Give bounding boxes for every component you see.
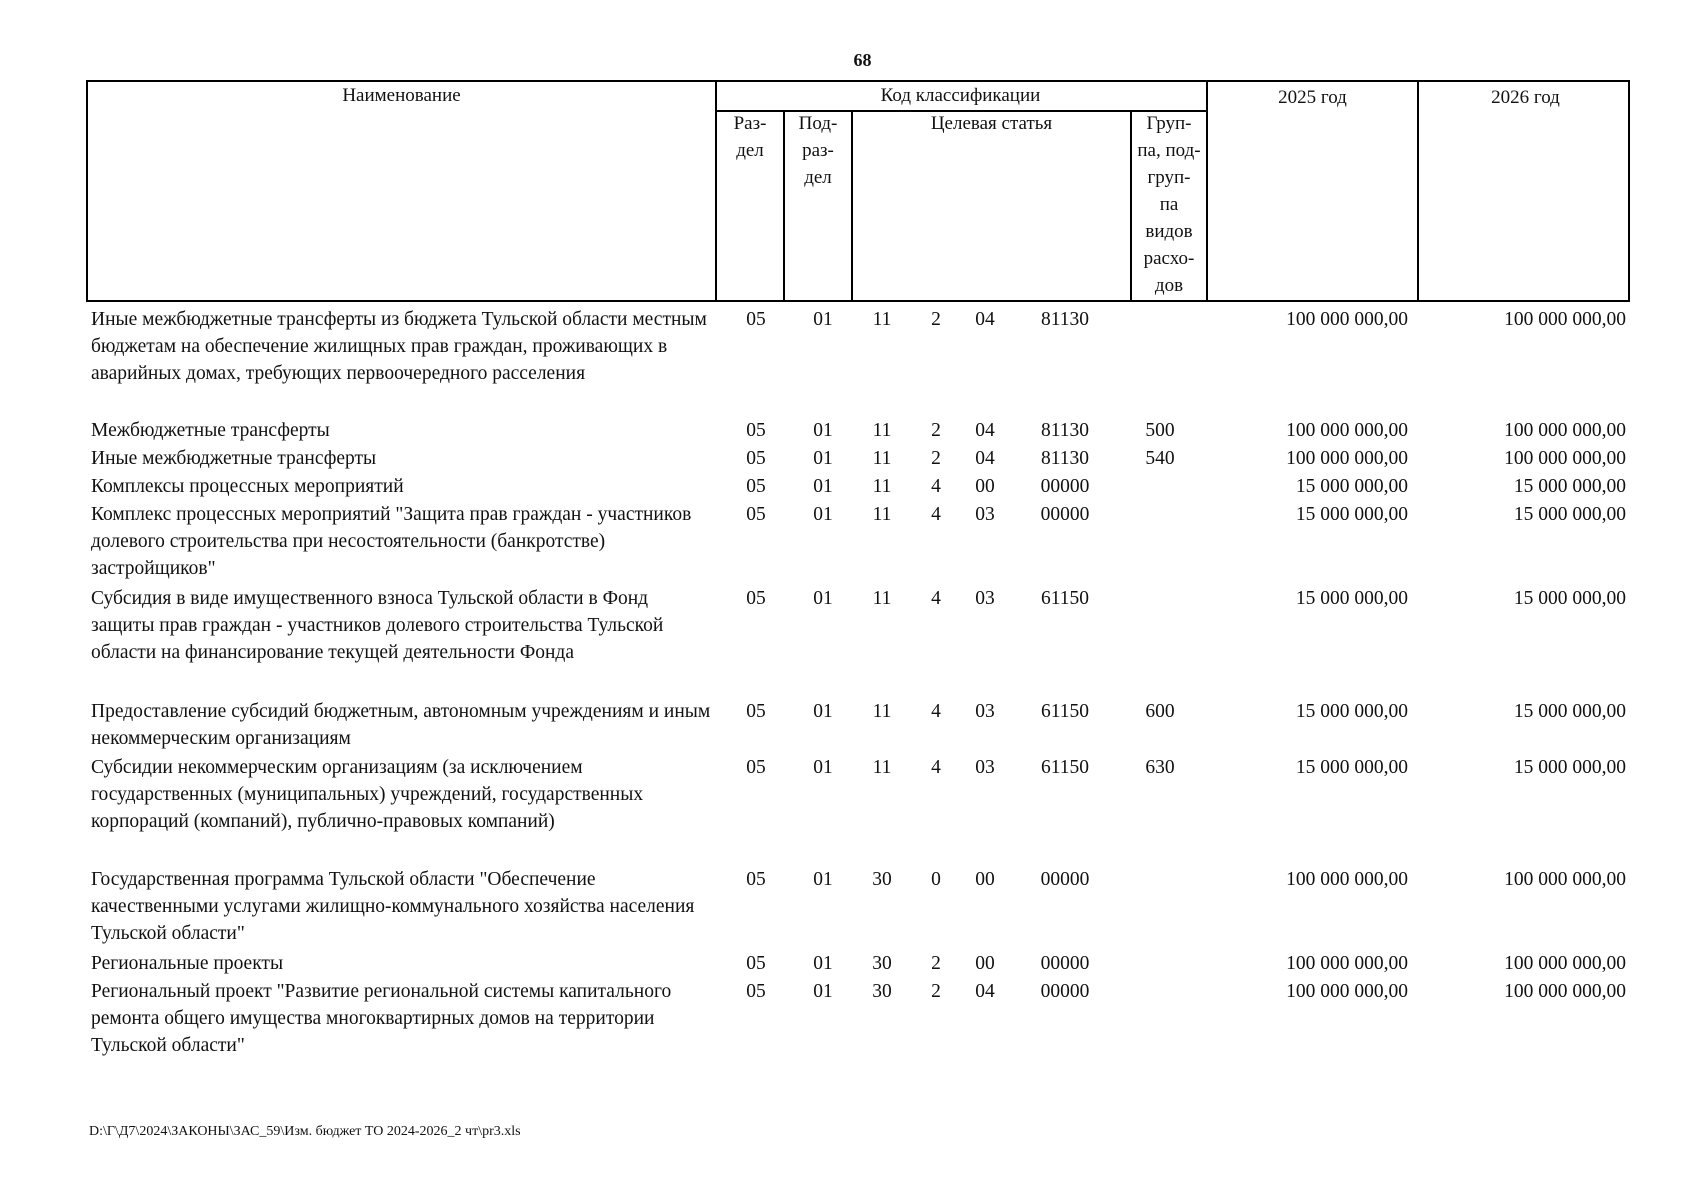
row-podrazdel: 01 <box>813 420 833 441</box>
row-podrazdel: 01 <box>813 757 833 778</box>
row-podrazdel: 01 <box>813 981 833 1002</box>
row-target-direction: 00000 <box>1040 869 1090 890</box>
row-target-direction: 81130 <box>1040 420 1090 441</box>
header-group: Груп- па, под- груп- па видов расхо- дов <box>1137 113 1201 296</box>
row-name: Субсидия в виде имущественного взноса Тульской области в Фонд защиты прав граждан - участников долевого строительства Тульской области на финансирование текущей деятельности Фонда <box>91 588 664 663</box>
row-target-direction: 61150 <box>1040 757 1090 778</box>
row-amount-2025: 15 000 000,00 <box>1295 588 1408 609</box>
header-code: Код классификации <box>880 85 1041 106</box>
row-razdel: 05 <box>746 869 766 890</box>
row-amount-2026: 15 000 000,00 <box>1513 504 1626 525</box>
row-amount-2026: 15 000 000,00 <box>1513 476 1626 497</box>
row-target-type: 4 <box>931 588 941 609</box>
row-name: Государственная программа Тульской области "Обеспечение качественными услугами жилищно-коммунального хозяйства населения Тульской области" <box>91 869 695 944</box>
row-group: 540 <box>1145 448 1175 469</box>
row-target-direction: 81130 <box>1040 309 1090 330</box>
row-podrazdel: 01 <box>813 504 833 525</box>
row-name: Иные межбюджетные трансферты из бюджета Тульской области местным бюджетам на обеспечение жилищных прав граждан, проживающих в аварийных домах, требующих первоочередного расселения <box>91 309 707 384</box>
row-razdel: 05 <box>746 953 766 974</box>
row-name: Предоставление субсидий бюджетным, автономным учреждениям и иным некоммерческим организациям <box>91 701 711 749</box>
header-2026: 2026 год <box>1491 87 1560 108</box>
row-target-direction: 00000 <box>1040 981 1090 1002</box>
row-target-element: 00 <box>975 953 995 974</box>
row-amount-2026: 100 000 000,00 <box>1504 420 1626 441</box>
row-amount-2025: 100 000 000,00 <box>1286 869 1408 890</box>
divider <box>1206 82 1208 300</box>
row-target-direction: 00000 <box>1040 953 1090 974</box>
row-amount-2025: 15 000 000,00 <box>1295 476 1408 497</box>
row-amount-2026: 15 000 000,00 <box>1513 588 1626 609</box>
row-target-program: 11 <box>872 504 892 525</box>
divider <box>1417 82 1419 300</box>
header-2025: 2025 год <box>1278 87 1347 108</box>
row-target-type: 2 <box>931 309 941 330</box>
file-path-footer: D:\Г\Д7\2024\ЗАКОНЫ\ЗАС_59\Изм. бюджет ТО 2024-2026_2 чт\pr3.xls <box>89 1124 521 1139</box>
row-razdel: 05 <box>746 448 766 469</box>
row-target-program: 11 <box>872 448 892 469</box>
row-target-element: 03 <box>975 757 995 778</box>
row-target-direction: 61150 <box>1040 588 1090 609</box>
row-target-program: 30 <box>872 953 892 974</box>
row-target-type: 4 <box>931 701 941 722</box>
row-razdel: 05 <box>746 420 766 441</box>
row-amount-2025: 100 000 000,00 <box>1286 309 1408 330</box>
row-target-program: 11 <box>872 309 892 330</box>
row-podrazdel: 01 <box>813 701 833 722</box>
row-target-program: 30 <box>872 981 892 1002</box>
row-name: Региональный проект "Развитие региональной системы капитального ремонта общего имущества многоквартирных домов на территории Тульской области" <box>91 981 672 1056</box>
row-target-type: 2 <box>931 981 941 1002</box>
row-amount-2025: 100 000 000,00 <box>1286 953 1408 974</box>
row-target-program: 11 <box>872 420 892 441</box>
row-target-type: 4 <box>931 476 941 497</box>
row-target-type: 4 <box>931 504 941 525</box>
row-target-type: 2 <box>931 420 941 441</box>
row-name: Иные межбюджетные трансферты <box>91 448 377 469</box>
row-amount-2025: 15 000 000,00 <box>1295 757 1408 778</box>
row-target-program: 11 <box>872 476 892 497</box>
row-name: Межбюджетные трансферты <box>91 420 330 441</box>
row-target-element: 03 <box>975 701 995 722</box>
page-number: 68 <box>853 50 872 70</box>
row-name: Региональные проекты <box>91 953 284 974</box>
row-name: Субсидии некоммерческим организациям (за исключением государственных (муниципальных) учреждений, государственных корпораций (компаний), публично-правовых компаний) <box>91 757 644 832</box>
row-amount-2026: 100 000 000,00 <box>1504 448 1626 469</box>
row-podrazdel: 01 <box>813 448 833 469</box>
row-amount-2026: 100 000 000,00 <box>1504 981 1626 1002</box>
row-target-type: 2 <box>931 953 941 974</box>
row-name: Комплекс процессных мероприятий "Защита прав граждан - участников долевого строительства при несостоятельности (банкротстве) застройщиков" <box>91 504 692 579</box>
row-podrazdel: 01 <box>813 309 833 330</box>
row-target-direction: 00000 <box>1040 504 1090 525</box>
row-amount-2025: 100 000 000,00 <box>1286 448 1408 469</box>
row-target-type: 0 <box>931 869 941 890</box>
row-target-element: 04 <box>975 448 995 469</box>
row-podrazdel: 01 <box>813 953 833 974</box>
row-name: Комплексы процессных мероприятий <box>91 476 404 497</box>
row-podrazdel: 01 <box>813 476 833 497</box>
row-amount-2026: 15 000 000,00 <box>1513 757 1626 778</box>
row-target-type: 2 <box>931 448 941 469</box>
header-podrazdel: Под- раз- дел <box>798 113 838 188</box>
row-group: 630 <box>1145 757 1175 778</box>
row-amount-2026: 100 000 000,00 <box>1504 309 1626 330</box>
row-target-element: 00 <box>975 476 995 497</box>
row-razdel: 05 <box>746 757 766 778</box>
row-target-element: 03 <box>975 588 995 609</box>
row-target-element: 04 <box>975 981 995 1002</box>
row-amount-2026: 100 000 000,00 <box>1504 953 1626 974</box>
row-podrazdel: 01 <box>813 588 833 609</box>
row-target-element: 04 <box>975 309 995 330</box>
row-target-element: 04 <box>975 420 995 441</box>
row-target-program: 11 <box>872 588 892 609</box>
row-group: 600 <box>1145 701 1175 722</box>
row-amount-2025: 100 000 000,00 <box>1286 981 1408 1002</box>
table-header <box>86 80 1630 302</box>
row-razdel: 05 <box>746 701 766 722</box>
header-target: Целевая статья <box>930 113 1053 134</box>
row-target-direction: 00000 <box>1040 476 1090 497</box>
row-razdel: 05 <box>746 504 766 525</box>
row-podrazdel: 01 <box>813 869 833 890</box>
row-target-program: 11 <box>872 757 892 778</box>
row-group: 500 <box>1145 420 1175 441</box>
row-target-direction: 81130 <box>1040 448 1090 469</box>
row-target-program: 11 <box>872 701 892 722</box>
header-name: Наименование <box>342 85 461 106</box>
row-amount-2026: 100 000 000,00 <box>1504 869 1626 890</box>
row-target-element: 00 <box>975 869 995 890</box>
row-target-program: 30 <box>872 869 892 890</box>
divider <box>851 110 853 300</box>
row-razdel: 05 <box>746 476 766 497</box>
row-razdel: 05 <box>746 981 766 1002</box>
row-razdel: 05 <box>746 588 766 609</box>
row-target-direction: 61150 <box>1040 701 1090 722</box>
row-target-type: 4 <box>931 757 941 778</box>
row-amount-2025: 15 000 000,00 <box>1295 701 1408 722</box>
row-target-element: 03 <box>975 504 995 525</box>
row-amount-2025: 100 000 000,00 <box>1286 420 1408 441</box>
row-amount-2026: 15 000 000,00 <box>1513 701 1626 722</box>
row-razdel: 05 <box>746 309 766 330</box>
row-amount-2025: 15 000 000,00 <box>1295 504 1408 525</box>
header-razdel: Раз- дел <box>733 113 767 161</box>
